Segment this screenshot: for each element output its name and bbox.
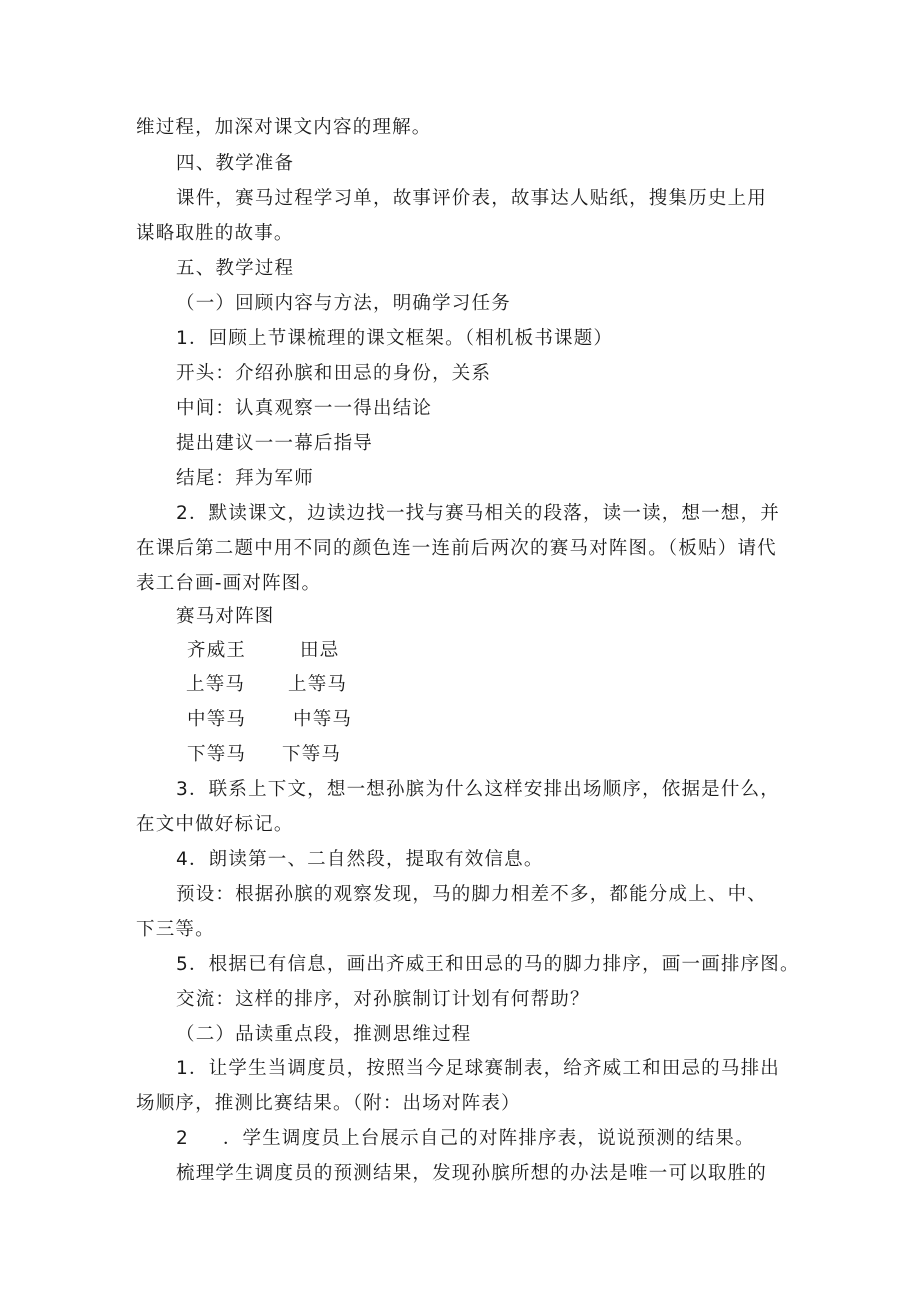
- text-line: 2 ．学生调度员上台展示自己的对阵排序表，说说预测的结果。: [176, 1128, 755, 1149]
- text-line: 在课后第二题中用不同的颜色连一连前后两次的赛马对阵图。（板贴）请代: [136, 538, 777, 559]
- table-cell-right: 下等马: [282, 744, 342, 765]
- table-cell-right: 上等马: [288, 674, 348, 695]
- subsection-heading: （二）品读重点段，推测思维过程: [176, 1024, 472, 1045]
- table-header-left: 齐威王: [187, 640, 247, 661]
- subsection-heading: （一）回顾内容与方法，明确学习任务: [176, 293, 511, 314]
- table-header-right: 田忌: [300, 640, 340, 661]
- text-line: 3．联系上下文，想一想孙膑为什么这样安排出场顺序，依据是什么，: [176, 779, 780, 800]
- text-line: 中间：认真观察一一得出结论: [176, 398, 433, 419]
- text-line: 结尾：拜为军师: [176, 468, 314, 489]
- text-line: 1．让学生当调度员，按照当今足球赛制表，给齐威工和田忌的马排出: [176, 1058, 780, 1079]
- text-line: 5．根据已有信息，画出齐威王和田忌的马的脚力排序，画一画排序图。: [176, 954, 800, 975]
- text-line: 课件，赛马过程学习单，故事评价表，故事达人贴纸，搜集历史上用: [176, 188, 768, 209]
- table-cell-left: 下等马: [187, 744, 247, 765]
- diagram-title: 赛马对阵图: [176, 606, 275, 627]
- text-line: 维过程，加深对课文内容的理解。: [136, 117, 432, 138]
- text-line: 1．回顾上节课梳理的课文框架。（相机板书课题）: [176, 328, 614, 349]
- table-cell-left: 中等马: [187, 709, 247, 730]
- table-cell-left: 上等马: [186, 674, 246, 695]
- text-line: 梳理学生调度员的预测结果，发现孙膑所想的办法是唯一可以取胜的: [176, 1163, 768, 1184]
- text-line: 交流：这样的排序，对孙膑制订计划有何帮助？: [176, 989, 590, 1010]
- text-line: 在文中做好标记。: [136, 814, 294, 835]
- text-line: 提出建议一一幕后指导: [176, 433, 374, 454]
- text-line: 表工台画-画对阵图。: [136, 573, 322, 594]
- section-heading: 四、教学准备: [176, 153, 295, 174]
- table-cell-right: 中等马: [293, 709, 353, 730]
- text-line: 开头：介绍孙膑和田忌的身份，关系: [176, 363, 492, 384]
- text-line: 场顺序，推测比赛结果。（附：出场对阵表）: [136, 1093, 521, 1114]
- text-line: 2．默读课文，边读边找一找与赛马相关的段落，读一读，想一想，并: [176, 503, 780, 524]
- text-line: 预设：根据孙膑的观察发现，马的脚力相差不多，都能分成上、中、: [176, 884, 768, 905]
- text-line: 谋略取胜的故事。: [136, 223, 294, 244]
- section-heading: 五、教学过程: [176, 258, 295, 279]
- text-line: 4．朗读第一、二自然段，提取有效信息。: [176, 849, 544, 870]
- text-line: 下三等。: [136, 919, 215, 940]
